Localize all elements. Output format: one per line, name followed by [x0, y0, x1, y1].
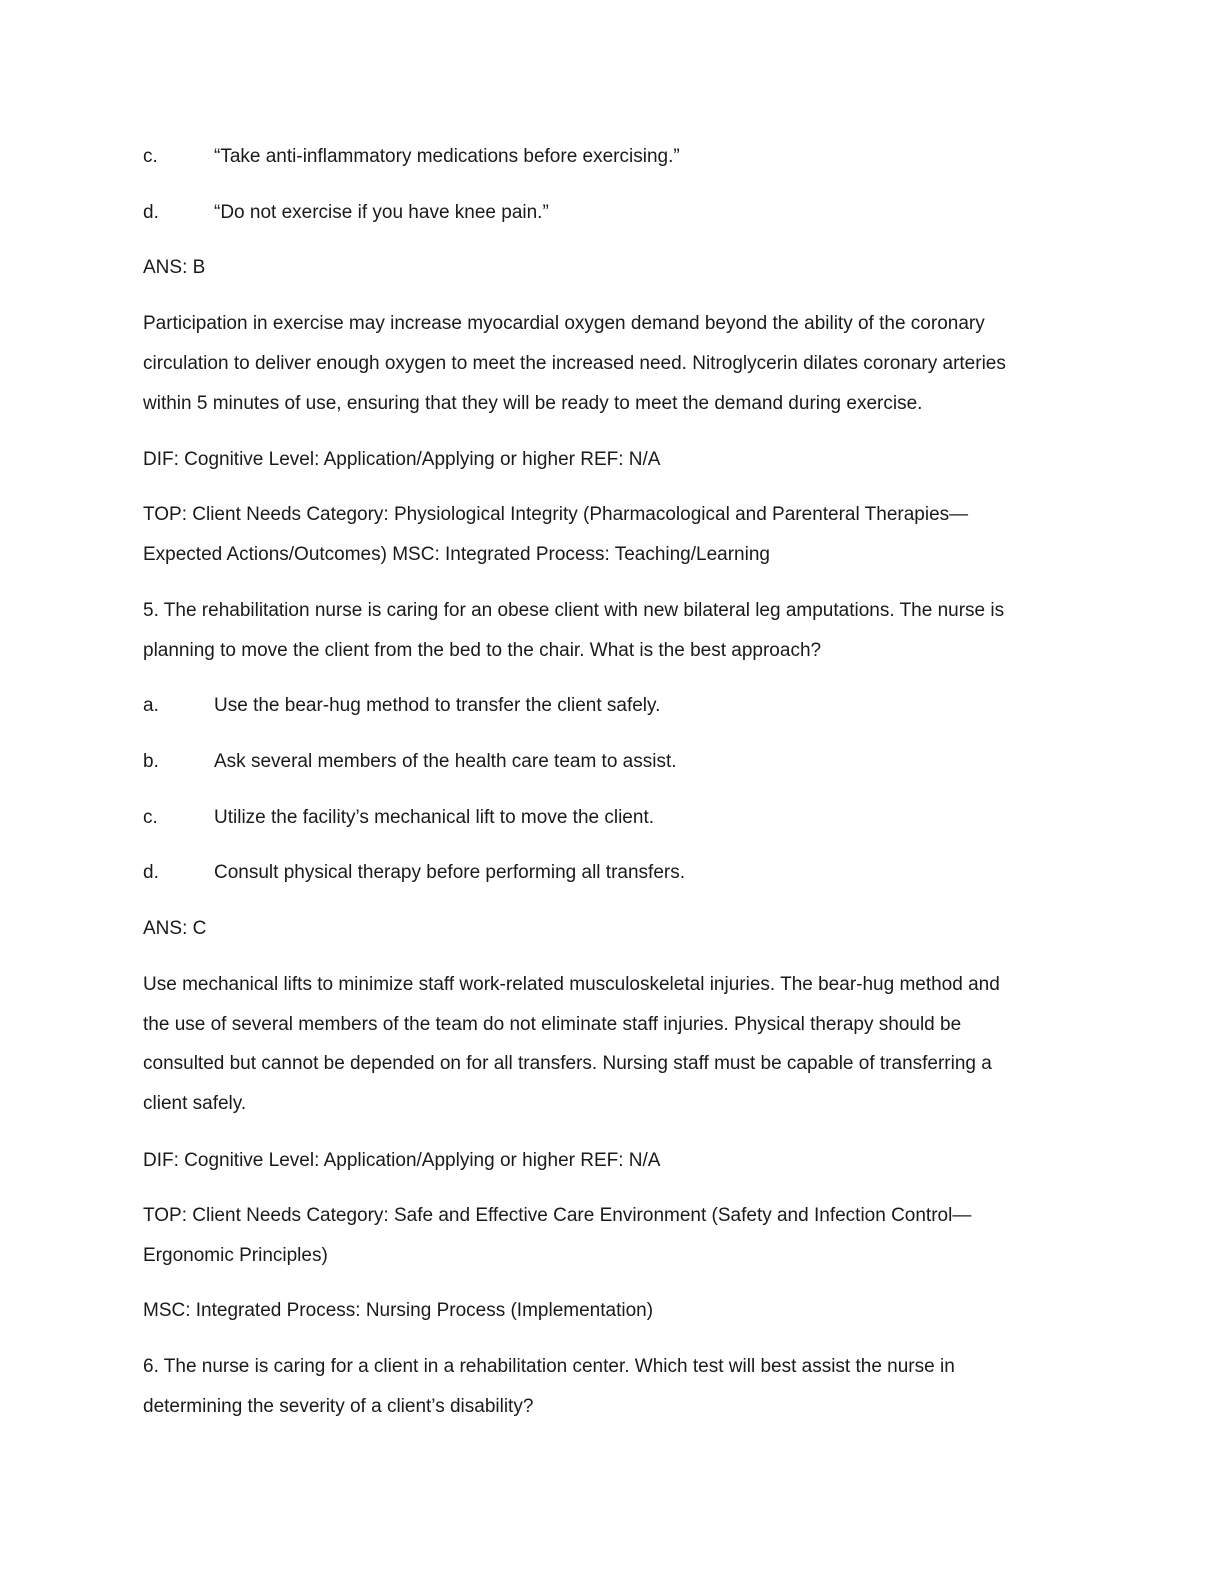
- q5-option-b-text: Ask several members of the health care team to assist.: [214, 751, 677, 772]
- q4-top-line: TOP: Client Needs Category: Physiological Integrity (Pharmacological and Parenteral Therapies—: [143, 504, 969, 525]
- q4-top-line: Expected Actions/Outcomes) MSC: Integrated Process: Teaching/Learning: [143, 544, 770, 565]
- q4-option-c-letter: c.: [143, 146, 158, 167]
- q4-answer: ANS: B: [143, 257, 206, 278]
- q5-option-c-letter: c.: [143, 807, 158, 828]
- q4-dif: DIF: Cognitive Level: Application/Applying or higher REF: N/A: [143, 449, 661, 470]
- q5-option-a-letter: a.: [143, 695, 159, 716]
- q5-rationale-line: the use of several members of the team do not eliminate staff injuries. Physical therapy should be: [143, 1014, 962, 1035]
- q6-stem-line: 6. The nurse is caring for a client in a rehabilitation center. Which test will best assist the nurse in: [143, 1356, 955, 1377]
- q5-top-line: Ergonomic Principles): [143, 1245, 328, 1266]
- q5-option-a-text: Use the bear-hug method to transfer the client safely.: [214, 695, 661, 716]
- q4-rationale-line: Participation in exercise may increase myocardial oxygen demand beyond the ability of the coronary: [143, 313, 985, 334]
- q5-answer: ANS: C: [143, 918, 207, 939]
- q5-stem-line: 5. The rehabilitation nurse is caring for an obese client with new bilateral leg amputations. The nurse is: [143, 600, 1005, 621]
- q5-option-b-letter: b.: [143, 751, 159, 772]
- q5-option-d-letter: d.: [143, 862, 159, 883]
- q4-option-c-text: “Take anti-inflammatory medications before exercising.”: [214, 146, 680, 167]
- q5-rationale-line: client safely.: [143, 1093, 247, 1114]
- q4-option-d-letter: d.: [143, 202, 159, 223]
- q4-rationale-line: circulation to deliver enough oxygen to meet the increased need. Nitroglycerin dilates coronary arteries: [143, 353, 1006, 374]
- q5-rationale-line: consulted but cannot be depended on for all transfers. Nursing staff must be capable of transferring a: [143, 1053, 992, 1074]
- q6-stem-line: determining the severity of a client’s disability?: [143, 1396, 534, 1417]
- q5-option-d-text: Consult physical therapy before performing all transfers.: [214, 862, 686, 883]
- q4-rationale-line: within 5 minutes of use, ensuring that they will be ready to meet the demand during exercise.: [143, 393, 923, 414]
- q4-option-d-text: “Do not exercise if you have knee pain.”: [214, 202, 549, 223]
- q5-rationale-line: Use mechanical lifts to minimize staff work-related musculoskeletal injuries. The bear-hug method and: [143, 974, 1000, 995]
- q5-option-c-text: Utilize the facility’s mechanical lift to move the client.: [214, 807, 654, 828]
- q5-top-line: TOP: Client Needs Category: Safe and Effective Care Environment (Safety and Infection Control—: [143, 1205, 972, 1226]
- q5-msc: MSC: Integrated Process: Nursing Process (Implementation): [143, 1300, 654, 1321]
- q5-dif: DIF: Cognitive Level: Application/Applying or higher REF: N/A: [143, 1150, 661, 1171]
- q5-stem-line: planning to move the client from the bed to the chair. What is the best approach?: [143, 640, 822, 661]
